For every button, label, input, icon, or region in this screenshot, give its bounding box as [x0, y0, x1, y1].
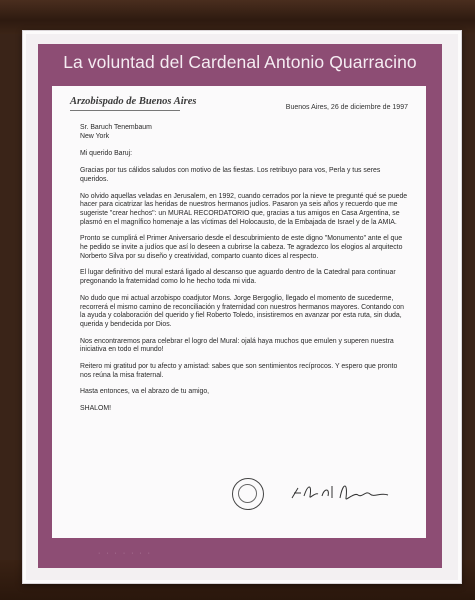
- letterhead-rule: [70, 110, 180, 111]
- recipient-city: New York: [80, 132, 110, 140]
- wood-wall-top: [0, 0, 475, 34]
- recipient-name: Sr. Baruch Tenembaum: [80, 124, 152, 131]
- closing: SHALOM!: [80, 405, 112, 413]
- paragraph: Nos encontraremos para celebrar el logro del Mural: ojalá haya muchos que emulen y superen nuestra iniciativa en todo el mundo!: [80, 337, 394, 354]
- plaque-title: La voluntad del Cardenal Antonio Quarracino: [63, 52, 417, 72]
- plaque: [38, 44, 442, 568]
- letter-body: [80, 124, 410, 422]
- letter-sheet: [52, 86, 426, 538]
- plaque-footer-marks: · · · · · · ·: [98, 550, 152, 557]
- paragraph: Gracias por tus cálidos saludos con motivo de las fiestas. Los retribuyo para vos, Perla y tus seres queridos.: [80, 167, 381, 183]
- paragraph: El lugar definitivo del mural estará ligado al descanso que aguardo dentro de la Catedral para continuar pregonando la fraternidad como lo he hecho toda mi vida.: [80, 269, 396, 286]
- paragraph: No dudo que mi actual arzobispo coadjutor Mons. Jorge Bergoglio, llegado el momento de sucederme, recorrerá el mismo camino de reconciliación y fraternidad con nuestros hermanos mayores. Contando con la ayuda y colaboración del querido y fiel Roberto Toledo, insistiremos en avanzar por esta ruta, sin duda, querida y bendecida por Dios.: [80, 294, 405, 328]
- paragraph: No olvido aquellas veladas en Jerusalem, en 1992, cuando cerrados por la nieve te pregunté qué se puede hacer para cicatrizar las heridas de nuestros hermanos judíos. Pasaron ya seis años y recuerdo que me sugeriste "crear hechos": un MURAL RECORDATORIO que, gracias a tus amigos en Casa Argentina, se plasmó en el magnífico homenaje a las víctimas del Holocausto, de la Embajada de Israel y de la AMIA.: [80, 192, 408, 226]
- paragraph: Reitero mi gratitud por tu afecto y amistad: sabes que son sentimientos recíprocos. Y espero que pronto nos reúna la misa fraternal.: [80, 363, 398, 379]
- letterhead: Arzobispado de Buenos Aires: [70, 96, 197, 107]
- archdiocese-seal: [232, 478, 264, 510]
- salutation: Mi querido Baruj:: [80, 150, 133, 158]
- paragraph: Hasta entonces, va el abrazo de tu amigo,: [80, 388, 210, 396]
- paragraph: Pronto se cumplirá el Primer Aniversario desde el descubrimiento de este digno "Monumento" ante el que he pedido se invite a judíos que así lo deseen a cubrirse la cabeza. Te agradezco los elogios al arquitecto Norberto Silva por su diseño y creatividad, comparto cuanto dices al respecto.: [80, 235, 403, 260]
- recipient-block: [80, 124, 410, 141]
- signature: [288, 478, 393, 506]
- letter-date: Buenos Aires, 26 de diciembre de 1997: [285, 104, 408, 111]
